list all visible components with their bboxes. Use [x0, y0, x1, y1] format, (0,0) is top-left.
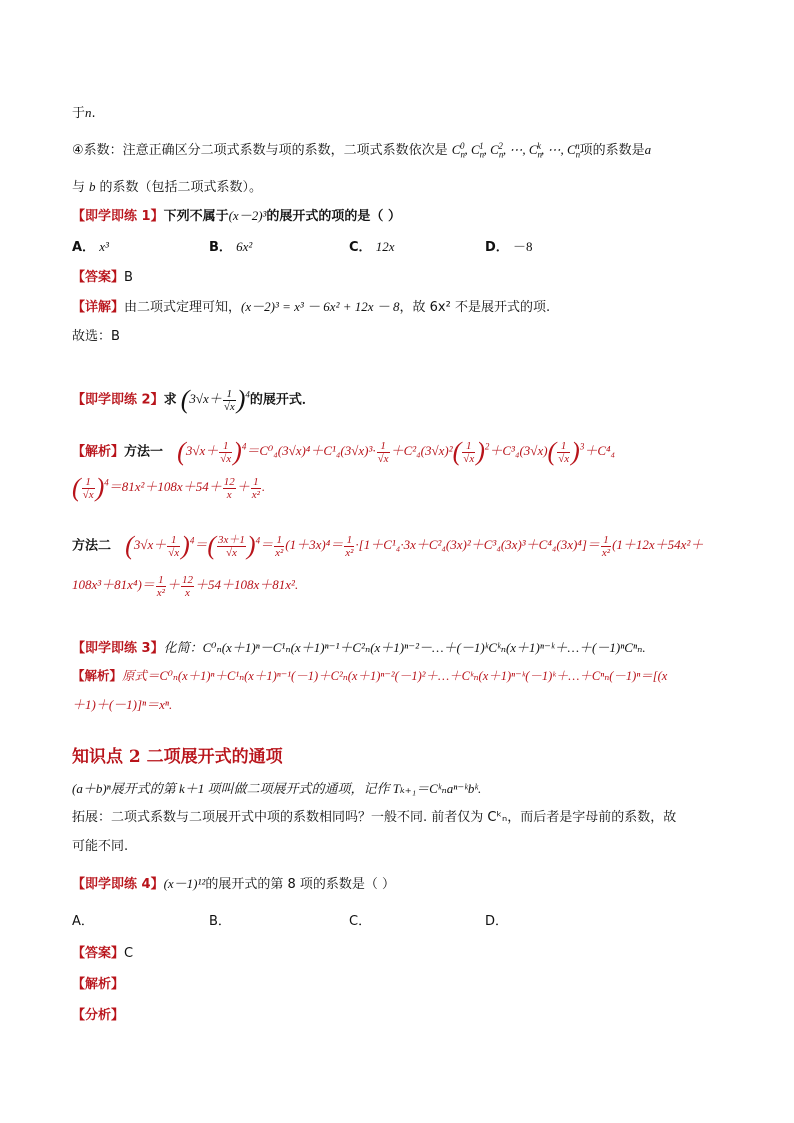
option-c: C． — [349, 914, 372, 929]
general-term-definition: (a＋b)ⁿ展开式的第 k＋1 项叫做二项展开式的通项，记作 Tₖ₊₁＝Cᵏₙaⁿ⁻ᵏbᵏ. — [72, 781, 482, 796]
option-b: B． — [209, 914, 231, 929]
coefficient-note-line2: 与 b 的系数（包括二项式系数）。 — [72, 179, 263, 195]
binomial-coefficients-math: $C_n^0$, $C_n^1$, $C_n^2$, ⋯, $C_n^k$, ⋯, $C_n^n$ — [451, 140, 581, 160]
exercise-4-question: 【即学即练 4】(x－1)¹²的展开式的第 8 项的系数是（ ） — [72, 876, 395, 892]
extension-note-line2: 可能不同. — [72, 839, 129, 854]
method-2-result: 108x³＋81x⁴)＝ $\frac{1}{\text{x²}}$ ＋ $\frac{12}{x}$ ＋54＋108x＋81x². — [72, 574, 299, 599]
extension-note: 拓展：二项式系数与二项展开式中项的系数相同吗？一般不同. 前者仅为 Cᵏₙ，而后者是字母前的系数，故 — [72, 810, 677, 825]
exercise-3-analysis: 【解析】原式＝C⁰ₙ(x＋1)ⁿ＋C¹ₙ(x＋1)ⁿ⁻¹(－1)＋C²ₙ(x＋1)ⁿ⁻²(－1)²＋…＋Cᵏₙ(x＋1)ⁿ⁻ᵏ(－1)ᵏ＋…＋Cⁿₙ(－1)ⁿ＝[(x — [72, 668, 668, 683]
exercise-4-analysis: 【解析】 — [72, 977, 125, 992]
expression-3rootx-plus-1-over-rootx: (3√x＋ $\frac{1}{√x}$ )$^4$ — [180, 385, 250, 415]
option-c: C． 12x — [349, 239, 395, 255]
option-a: A． x³ — [72, 239, 109, 255]
section-heading: 知识点 2 二项展开式的通项 — [72, 747, 283, 767]
exercise-3-question: 【即学即练 3】化简：C⁰ₙ(x＋1)ⁿ－C¹ₙ(x＋1)ⁿ⁻¹＋C²ₙ(x＋1)ⁿ⁻²－…＋(－1)ᵏCᵏₙ(x＋1)ⁿ⁻ᵏ＋…＋(－1)ⁿCⁿₙ. — [72, 640, 646, 656]
option-b: B． 6x² — [209, 239, 253, 255]
exercise-1-question: 【即学即练 1】下列不属于(x－2)³的展开式的项的是（ ） — [72, 208, 401, 224]
exercise-3-analysis-line2: ＋1)＋(－1)]ⁿ＝xⁿ. — [72, 697, 173, 712]
exercise-1-detail: 【详解】由二项式定理可知，(x－2)³ = x³ － 6x² + 12x － 8，故 6x² 不是展开式的项. — [72, 299, 551, 315]
option-d: D． －8 — [485, 239, 533, 255]
exercise-2-method-1: 【解析】方法一 (3√x＋ $\frac{1}{√x}$ )$^4$＝C⁰₄(3√x)⁴＋C¹₄(3√x)³· $\frac{1}{√x}$ ＋C²₄(3√x)²( $\frac{1}{√x}$ )$^2$＋C³₄(3√x)( $\frac{1}{√x}$ )$^3$＋C⁴₄ — [72, 437, 616, 467]
exercise-2-method-2: 方法二 (3√x＋ $\frac{1}{√x}$ )$^4$＝( $\frac{3x+1}{√x}$ )$^4$＝ $\frac{1}{\text{x²}}$ (1＋3x)⁴＝ $\frac{1}{\text{x²}}$ ·[1＋C¹₄·3x＋C²₄(3x)²＋C³₄(3x)³＋C⁴₄(3x)⁴]＝ $\frac{1}{\text{x²}}$ (1＋12x＋54x²＋ — [72, 531, 704, 561]
method-2-expansion: (3√x＋ $\frac{1}{√x}$ )$^4$＝( $\frac{3x+1}{√x}$ )$^4$＝ $\frac{1}{\text{x²}}$ (1＋3x)⁴＝ $\frac{1}{\text{x²}}$ ·[1＋C¹₄·3x＋C²₄(3x)²＋C³₄(3x)³＋C⁴₄(3x)⁴]＝ $\frac{1}{\text{x²}}$ (1＋12x＋54x²＋ — [125, 531, 704, 561]
coefficient-note: ④系数：注意正确区分二项式系数与项的系数，二项式系数依次是 $C_n^0$, $C_n^1$, $C_n^2$, ⋯, $C_n^k$, ⋯, $C_n^n$项的系数是a — [72, 140, 652, 160]
exercise-4-analysis-label: 【分析】 — [72, 1008, 125, 1023]
option-a: A． — [72, 914, 94, 929]
exercise-1-answer: 【答案】B — [72, 270, 133, 285]
method-1-result: ( $\frac{1}{√x}$ )$^4$＝81x²＋108x＋54＋ $\frac{12}{x}$ ＋ $\frac{1}{\text{x²}}$ . — [72, 473, 266, 503]
continuation-line: 于n. — [72, 105, 96, 121]
exercise-1-choose: 故选：B — [72, 329, 120, 344]
exercise-4-answer: 【答案】C — [72, 946, 134, 961]
method-1-expansion: (3√x＋ $\frac{1}{√x}$ )$^4$＝C⁰₄(3√x)⁴＋C¹₄(3√x)³· $\frac{1}{√x}$ ＋C²₄(3√x)²( $\frac{1}{√x}$ )$^2$＋C³₄(3√x)( $\frac{1}{√x}$ )$^3$＋C⁴₄ — [177, 437, 616, 467]
option-d: D． — [485, 914, 509, 929]
exercise-2-question: 【即学即练 2】求 (3√x＋ $\frac{1}{√x}$ )$^4$的展开式． — [72, 385, 315, 415]
